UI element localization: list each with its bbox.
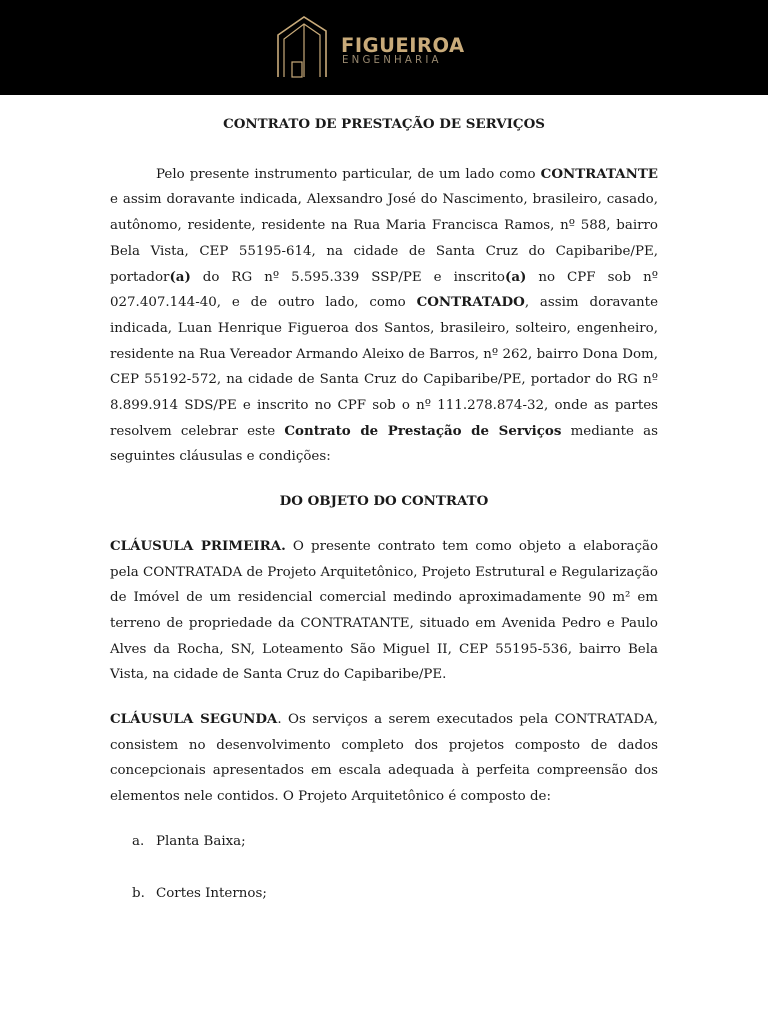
brand-name: FIGUEIROA [341, 34, 465, 57]
clause-second: CLÁUSULA SEGUNDA. Os serviços a serem executados pela CONTRATADA, consistem no desenvolvimento completo dos projetos composto de dados concepcionais apresentados em escala adequada à perfeita compreensão dos elementos nele contidos. O Projeto Arquitetônico é composto de: [110, 711, 659, 805]
clause-second-label: CLÁUSULA SEGUNDA [110, 711, 278, 728]
list-item: b. Cortes Internos; [132, 885, 267, 901]
section-title: DO OBJETO DO CONTRATO [279, 493, 489, 510]
project-components-list [110, 829, 658, 906]
document-title: CONTRATO DE PRESTAÇÃO DE SERVIÇOS [223, 116, 545, 132]
house-outline-icon [274, 13, 328, 79]
clause-first: CLÁUSULA PRIMEIRA. O presente contrato tem como objeto a elaboração pela CONTRATADA de Projeto Arquitetônico, Projeto Estrutural e Regularização de Imóvel de um residencial comercial medindo aproximadamente 90 m² em terreno de propriedade da CONTRATANTE, situado em Avenida Pedro e Paulo Alves da Rocha, SN, Loteamento São Miguel II, CEP 55195-536, bairro Bela Vista, na cidade de Santa Cruz do Capibaribe/PE. [110, 537, 658, 683]
letterhead-banner [0, 0, 768, 95]
intro-paragraph: Pelo presente instrumento particular, de um lado como CONTRATANTE e assim doravante indicada, Alexsandro José do Nascimento, brasileiro, casado, autônomo, residente, residente na Rua Maria Francisca Ramos, nº 588, bairro Bela Vista, CEP 55195-614, na cidade de Santa Cruz do Capibaribe/PE, portador(a) do RG nº 5.595.339 SSP/PE e inscrito(a) no CPF sob nº 027.407.144-40, e de outro lado, como CONTRATADO, assim doravante indicada, Luan Henrique Figueroa dos Santos, brasileiro, solteiro, engenheiro, residente na Rua Vereador Armando Aleixo de Barros, nº 262, bairro Dona Dom, CEP 55192-572, na cidade de Santa Cruz do Capibaribe/PE, portador do RG nº 8.899.914 SDS/PE e inscrito no CPF sob o nº 111.278.874-32, onde as partes resolvem celebrar este Contrato de Prestação de Serviços mediante as seguintes cláusulas e condições: [110, 165, 658, 465]
contract-body [110, 112, 658, 906]
brand-subtitle: ENGENHARIA [342, 55, 442, 66]
list-item: a. Planta Baixa; [132, 833, 246, 849]
clause-first-label: CLÁUSULA PRIMEIRA. [110, 537, 286, 554]
